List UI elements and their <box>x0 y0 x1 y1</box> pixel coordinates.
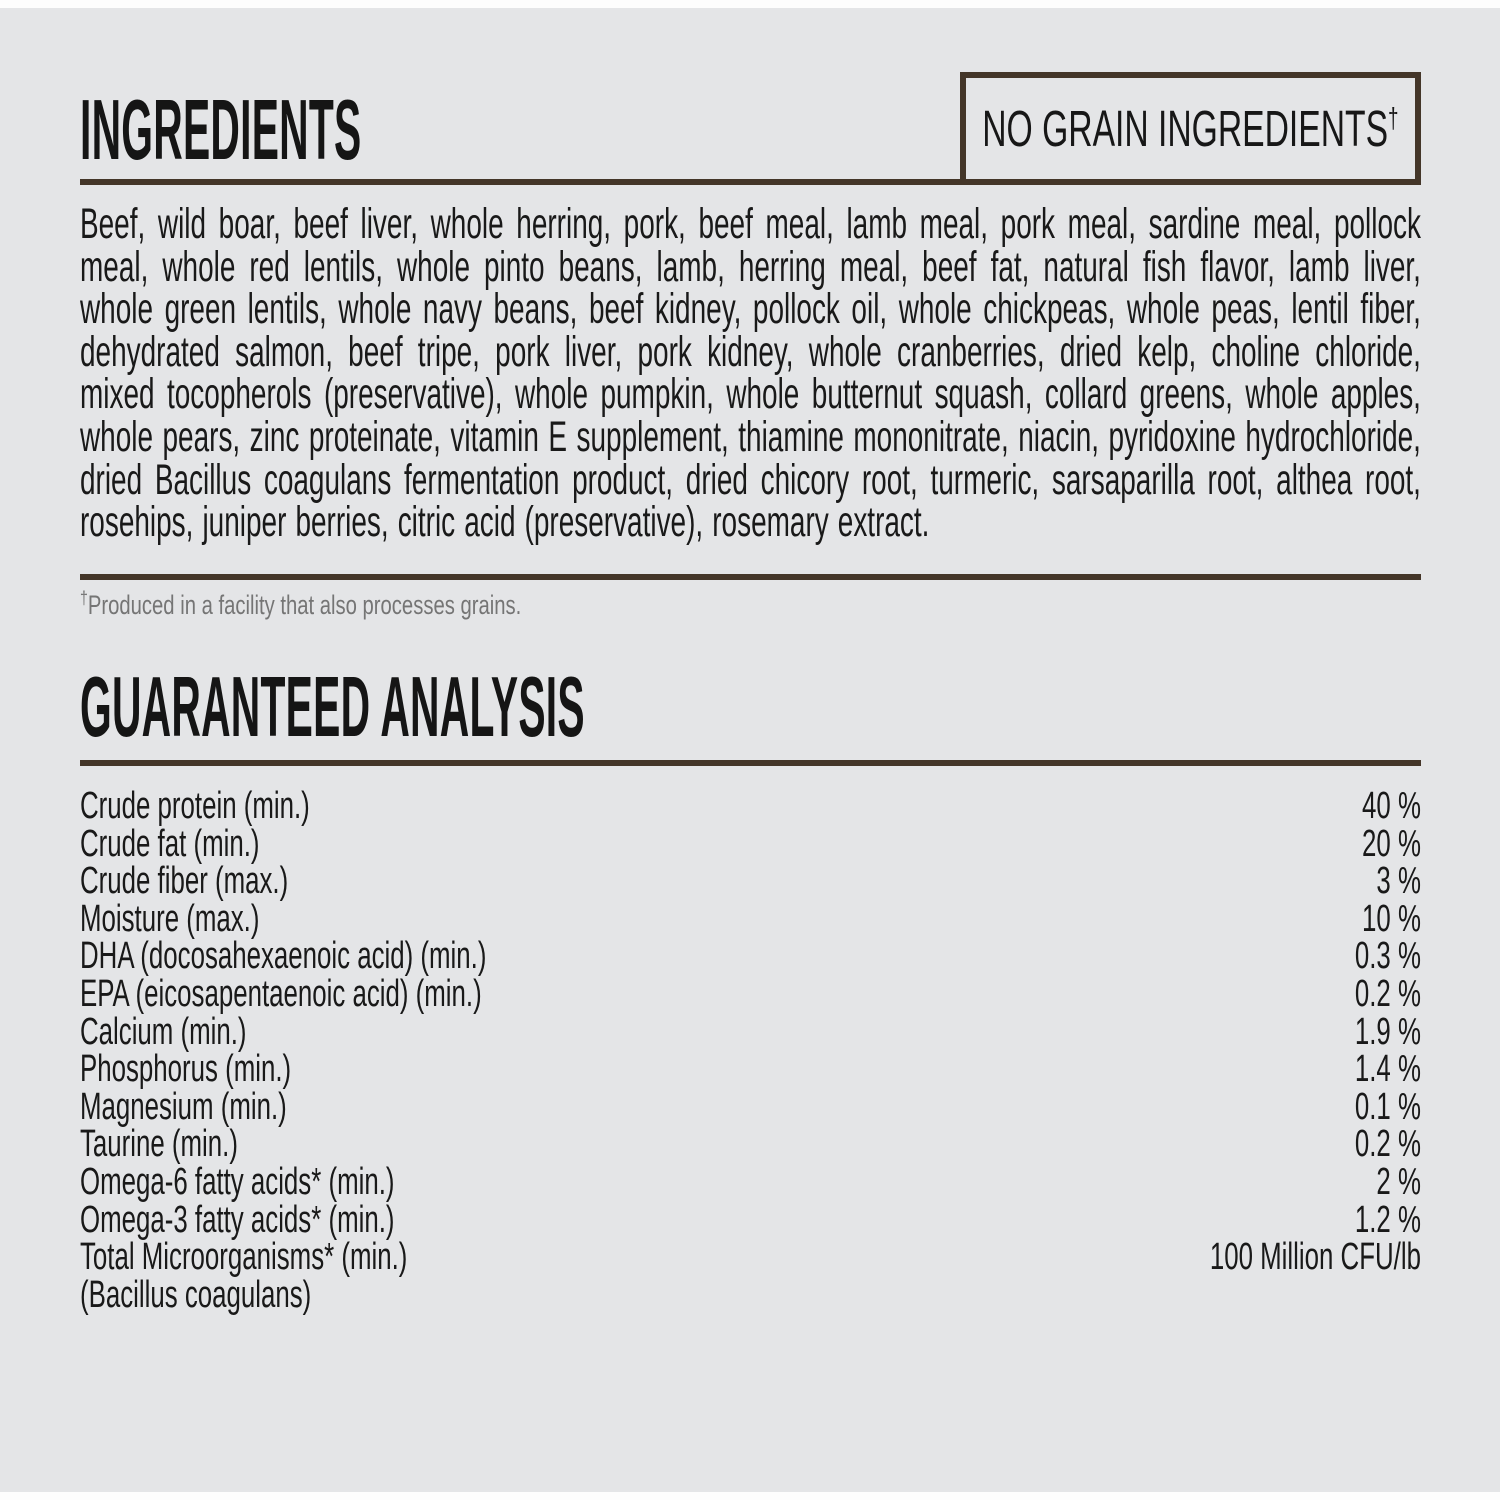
guaranteed-analysis-rule <box>80 760 1421 766</box>
analysis-row-value: 0.1 % <box>1354 1085 1421 1128</box>
analysis-row-value: 0.2 % <box>1354 1123 1421 1166</box>
analysis-row <box>80 1236 1421 1279</box>
analysis-row <box>80 1273 1421 1316</box>
analysis-row-label: EPA (eicosapentaenoic acid) (min.) <box>80 972 482 1015</box>
analysis-row-value: 40 % <box>1362 785 1421 827</box>
analysis-row-label: Crude protein (min.) <box>80 785 310 827</box>
label-content <box>80 0 1421 1500</box>
analysis-row-label: DHA (docosahexaenoic acid) (min.) <box>80 935 487 978</box>
analysis-row-value: 100 Million CFU/lb <box>1209 1236 1421 1279</box>
analysis-row-value: 10 % <box>1362 897 1421 940</box>
analysis-row-value: 2 % <box>1376 1160 1421 1203</box>
ingredient-list-paragraph: Beef, wild boar, beef liver, whole herring, pork, beef meal, lamb meal, pork meal, sardine meal, pollock meal, whole red lentils, whole pinto beans, lamb, herring meal, beef fat, natural fish flavor, lamb liver, whole green lentils, whole navy beans, beef kidney, pollock oil, whole chickpeas, whole peas, lentil fiber, dehydrated salmon, beef tripe, pork liver, pork kidney, whole cranberries, dried kelp, choline chloride, mixed tocopherols (preservative), whole pumpkin, whole butternut squash, collard greens, whole apples, whole pears, zinc proteinate, vitamin E supplement, thiamine mononitrate, niacin, pyridoxine hydrochloride, dried Bacillus coagulans fermentation product, dried chicory root, turmeric, sarsaparilla root, althea root, rosehips, juniper berries, citric acid (preservative), rosemary extract. <box>80 200 1421 547</box>
no-grain-badge-label <box>982 100 1399 157</box>
no-grain-badge <box>960 72 1421 185</box>
footnote-dagger-mark: † <box>80 588 88 609</box>
analysis-row <box>80 1048 1421 1091</box>
analysis-row-label: Calcium (min.) <box>80 1010 247 1053</box>
analysis-row-label: Omega-3 fatty acids* (min.) <box>80 1198 395 1241</box>
analysis-row-value: 1.4 % <box>1354 1048 1421 1091</box>
analysis-row <box>80 860 1421 903</box>
footnote-text: Produced in a facility that also processes grains. <box>87 590 522 620</box>
ingredients-section-title: INGREDIENTS <box>80 83 362 178</box>
analysis-row <box>80 935 1421 978</box>
guaranteed-analysis-title: GUARANTEED ANALYSIS <box>80 660 585 755</box>
analysis-row <box>80 1085 1421 1128</box>
analysis-row <box>80 1198 1421 1241</box>
guaranteed-analysis-table <box>80 785 1421 1316</box>
analysis-row-label: Moisture (max.) <box>80 897 260 940</box>
analysis-row-label: Total Microorganisms* (min.) <box>80 1236 408 1279</box>
analysis-row <box>80 972 1421 1015</box>
ingredients-divider-rule <box>80 574 1421 580</box>
analysis-row-label: Crude fat (min.) <box>80 822 260 865</box>
no-grain-badge-text: NO GRAIN INGREDIENTS <box>982 100 1389 157</box>
analysis-row-label: Phosphorus (min.) <box>80 1048 292 1091</box>
analysis-row-value: 1.9 % <box>1354 1010 1421 1053</box>
analysis-row-label: (Bacillus coagulans) <box>80 1273 312 1316</box>
analysis-row-value: 3 % <box>1376 860 1421 903</box>
analysis-row <box>80 822 1421 865</box>
analysis-row-label: Magnesium (min.) <box>80 1085 287 1128</box>
analysis-row <box>80 785 1421 827</box>
analysis-row <box>80 1160 1421 1203</box>
analysis-row-value: 1.2 % <box>1354 1198 1421 1241</box>
analysis-row <box>80 897 1421 940</box>
analysis-row <box>80 1010 1421 1053</box>
analysis-row <box>80 1123 1421 1166</box>
analysis-row-label: Omega-6 fatty acids* (min.) <box>80 1160 395 1203</box>
analysis-row-value: 0.2 % <box>1354 972 1421 1015</box>
analysis-row-value: 0.3 % <box>1354 935 1421 978</box>
analysis-row-label: Crude fiber (max.) <box>80 860 289 903</box>
grain-facility-footnote <box>80 589 1421 621</box>
analysis-row-value: 20 % <box>1362 822 1421 865</box>
no-grain-dagger-mark: † <box>1388 103 1399 135</box>
analysis-row-label: Taurine (min.) <box>80 1123 238 1166</box>
